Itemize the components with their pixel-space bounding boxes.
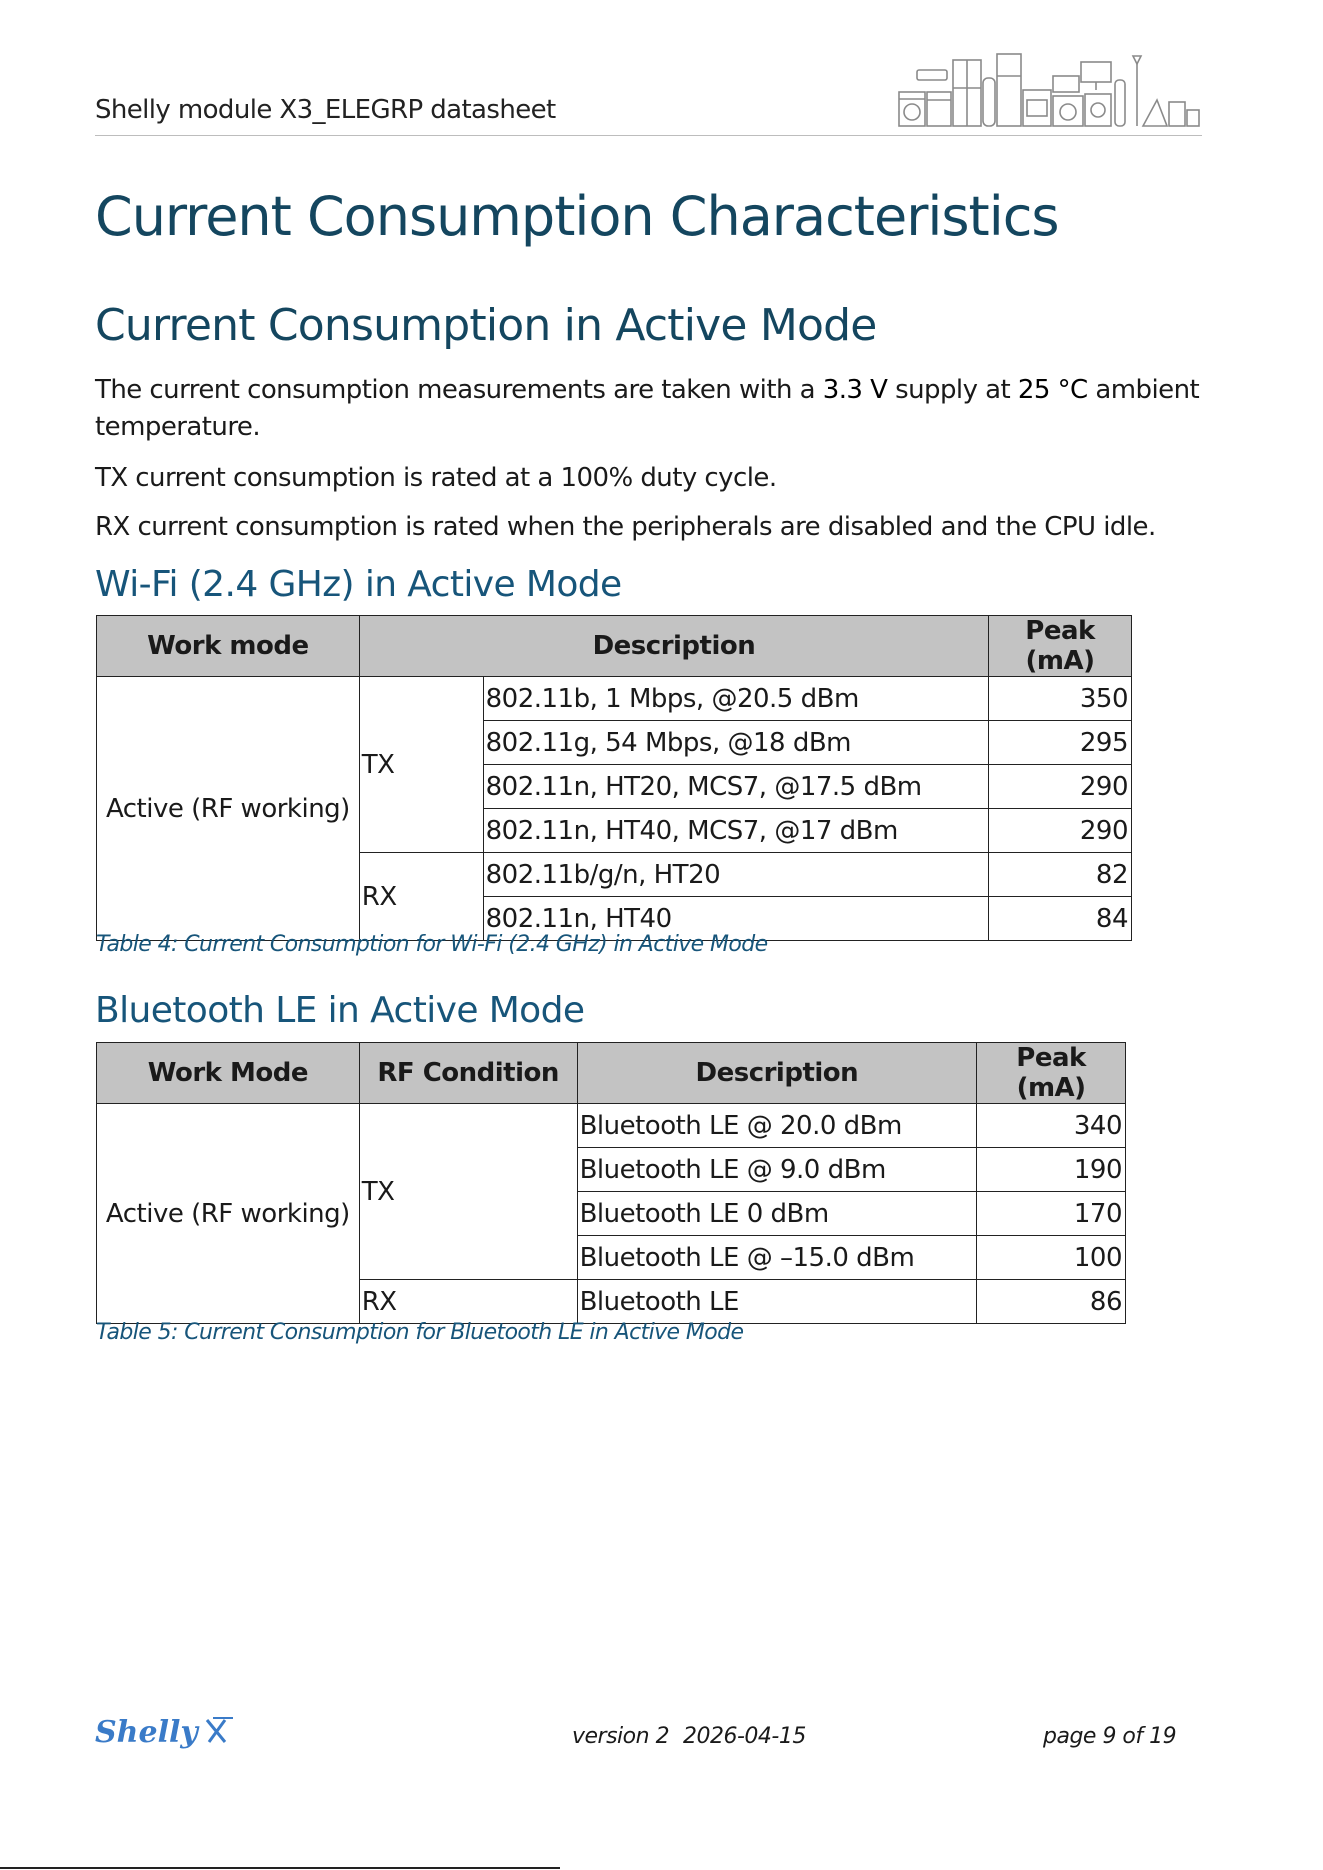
peak-cell: 100 — [977, 1236, 1126, 1280]
footer-page-number: page 9 of 19 — [1043, 1724, 1177, 1749]
intro-paragraph-measurements: The current consumption measurements are taken with a 3.3 V supply at 25 °C ambient temperature. — [95, 375, 1200, 442]
header-description: Description — [359, 616, 988, 677]
tx-label: TX — [359, 1104, 577, 1280]
peak-cell: 190 — [977, 1148, 1126, 1192]
description-cell: 802.11b, 1 Mbps, @20.5 dBm — [483, 677, 988, 721]
tx-label: TX — [359, 677, 483, 853]
description-cell: Bluetooth LE 0 dBm — [577, 1192, 977, 1236]
section-heading: Current Consumption in Active Mode — [95, 300, 877, 351]
svg-text:Shelly: Shelly — [95, 1715, 198, 1750]
peak-cell: 170 — [977, 1192, 1126, 1236]
intro-paragraph-rx: RX current consumption is rated when the peripherals are disabled and the CPU idle. — [95, 512, 1156, 542]
page-heading: Current Consumption Characteristics — [95, 185, 1059, 248]
supply-voltage: 3.3 V — [822, 375, 888, 405]
header-rf-condition: RF Condition — [359, 1043, 577, 1104]
document-title: Shelly module X3_ELEGRP datasheet — [95, 95, 556, 125]
table-row — [97, 677, 1132, 721]
shelly-logo-icon — [95, 1712, 235, 1752]
peak-cell: 290 — [989, 809, 1132, 853]
work-mode-cell: Active (RF working) — [97, 1104, 360, 1324]
ble-table-caption: Table 5: Current Consumption for Bluetooth LE in Active Mode — [96, 1320, 744, 1345]
header-work-mode: Work mode — [97, 616, 360, 677]
description-cell: 802.11n, HT40 — [483, 897, 988, 941]
bottom-divider — [0, 1867, 560, 1869]
page-header — [95, 95, 1202, 136]
intro-paragraph-tx: TX current consumption is rated at a 100% duty cycle. — [95, 463, 777, 493]
description-cell: Bluetooth LE @ 20.0 dBm — [577, 1104, 977, 1148]
description-cell: Bluetooth LE @ –15.0 dBm — [577, 1236, 977, 1280]
table-row — [97, 1104, 1126, 1148]
wifi-current-table — [96, 615, 1132, 941]
peak-cell: 350 — [989, 677, 1132, 721]
rx-label: RX — [359, 1280, 577, 1324]
description-cell: 802.11g, 54 Mbps, @18 dBm — [483, 721, 988, 765]
ambient-temperature: 25 °C — [1017, 375, 1088, 405]
wifi-table-caption: Table 4: Current Consumption for Wi-Fi (2.4 GHz) in Active Mode — [96, 932, 768, 957]
header-peak: Peak (mA) — [977, 1043, 1126, 1104]
ble-heading: Bluetooth LE in Active Mode — [95, 990, 585, 1031]
description-cell: Bluetooth LE — [577, 1280, 977, 1324]
description-cell: 802.11n, HT40, MCS7, @17 dBm — [483, 809, 988, 853]
peak-cell: 86 — [977, 1280, 1126, 1324]
peak-cell: 340 — [977, 1104, 1126, 1148]
peak-cell: 295 — [989, 721, 1132, 765]
ble-current-table — [96, 1042, 1126, 1324]
work-mode-cell: Active (RF working) — [97, 677, 360, 941]
description-cell: 802.11b/g/n, HT20 — [483, 853, 988, 897]
wifi-heading: Wi-Fi (2.4 GHz) in Active Mode — [95, 564, 622, 605]
household-appliances-icon — [897, 50, 1202, 130]
footer-version: version 2 — [572, 1724, 670, 1749]
peak-cell: 84 — [989, 897, 1132, 941]
header-description: Description — [577, 1043, 977, 1104]
table-header-row — [97, 1043, 1126, 1104]
table-header-row — [97, 616, 1132, 677]
peak-cell: 82 — [989, 853, 1132, 897]
rx-label: RX — [359, 853, 483, 941]
description-cell: Bluetooth LE @ 9.0 dBm — [577, 1148, 977, 1192]
peak-cell: 290 — [989, 765, 1132, 809]
header-work-mode: Work Mode — [97, 1043, 360, 1104]
footer-date: 2026-04-15 — [683, 1724, 806, 1749]
description-cell: 802.11n, HT20, MCS7, @17.5 dBm — [483, 765, 988, 809]
header-peak: Peak (mA) — [989, 616, 1132, 677]
